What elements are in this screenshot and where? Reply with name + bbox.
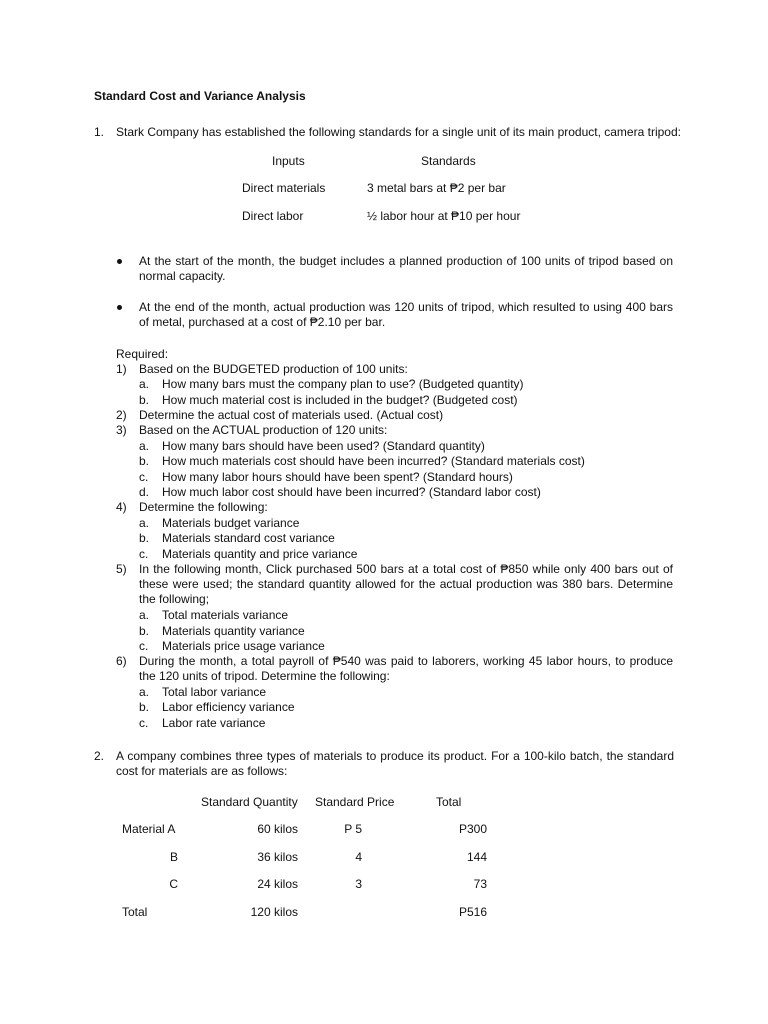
subitem-letter: b. [139, 454, 150, 468]
table-cell-qty: 24 kilos [257, 877, 298, 891]
subitem-text: How many labor hours should have been spent? (Standard hours) [162, 470, 513, 484]
table-header-inputs: Inputs [272, 154, 305, 168]
item-text: Based on the ACTUAL production of 120 units: [139, 423, 388, 437]
bullet-text: At the start of the month, the budget includes a planned production of 100 units of tripod based on normal capacity. [139, 254, 673, 283]
subitem-letter: c. [139, 547, 149, 561]
item-number: 1) [116, 362, 127, 376]
table-row-label: B [169, 850, 178, 864]
page-title: Standard Cost and Variance Analysis [94, 89, 306, 103]
question-intro: Stark Company has established the following standards for a single unit of its main product, camera tripod: [116, 125, 681, 139]
subitem-text: How much material cost is included in the budget? (Budgeted cost) [162, 393, 518, 407]
bullet-text: At the end of the month, actual production was 120 units of tripod, which resulted to using 400 bars of metal, purchased at a cost of ₱2.10 per bar. [139, 300, 673, 329]
table-cell-total: 144 [466, 850, 487, 864]
subitem-letter: a. [139, 439, 150, 453]
item-number: 6) [116, 654, 127, 668]
subitem-letter: a. [139, 685, 150, 699]
subitem-text: Materials standard cost variance [162, 531, 335, 545]
table-row-label: Material A [122, 822, 176, 836]
subitem-text: Materials quantity and price variance [162, 547, 358, 561]
subitem-text: How many bars must the company plan to use? (Budgeted quantity) [162, 377, 524, 391]
table-cell-total: P516 [458, 905, 487, 919]
table-cell-total: 73 [473, 877, 487, 891]
table-row-label: C [169, 877, 178, 891]
item-number: 3) [116, 423, 127, 437]
subitem-text: Total materials variance [162, 608, 289, 622]
bullet-icon [117, 259, 122, 264]
subitem-letter: c. [139, 639, 149, 653]
table-cell-qty: 120 kilos [250, 905, 298, 919]
table-cell-total: P300 [458, 822, 487, 836]
subitem-letter: b. [139, 700, 150, 714]
table-header-total: Total [436, 795, 462, 809]
subitem-letter: b. [139, 531, 150, 545]
subitem-text: Materials budget variance [162, 516, 300, 530]
item-text: Determine the actual cost of materials used. (Actual cost) [139, 408, 444, 422]
subitem-text: Labor rate variance [162, 716, 266, 730]
subitem-text: How much materials cost should have been incurred? (Standard materials cost) [162, 454, 585, 468]
subitem-text: Labor efficiency variance [162, 700, 295, 714]
subitem-letter: d. [139, 485, 150, 499]
table-cell-standard: 3 metal bars at ₱2 per bar [367, 181, 506, 195]
subitem-letter: a. [139, 516, 150, 530]
table-cell-price: P 5 [344, 822, 362, 836]
subitem-letter: c. [139, 470, 149, 484]
table-cell-price: 4 [355, 850, 362, 864]
subitem-text: Total labor variance [162, 685, 267, 699]
subitem-letter: a. [139, 608, 150, 622]
item-text: Based on the BUDGETED production of 100 units: [139, 362, 408, 376]
table-cell-qty: 60 kilos [257, 822, 298, 836]
item-number: 4) [116, 500, 127, 514]
item-number: 2) [116, 408, 127, 422]
table-cell-input: Direct labor [242, 209, 304, 223]
question-number: 2. [94, 749, 105, 763]
table-header-quantity: Standard Quantity [201, 795, 298, 809]
item-text: During the month, a total payroll of ₱540 was paid to laborers, working 45 labor hours, to produce the 120 units of tripod. Determine the following: [139, 654, 673, 683]
table-header-standards: Standards [421, 154, 476, 168]
table-row-label: Total [122, 905, 148, 919]
question-number: 1. [94, 125, 105, 139]
table-cell-standard: ½ labor hour at ₱10 per hour [367, 209, 521, 223]
subitem-letter: b. [139, 624, 150, 638]
subitem-text: How much labor cost should have been incurred? (Standard labor cost) [162, 485, 541, 499]
question-intro: A company combines three types of materials to produce its product. For a 100-kilo batch, the standard cost for materials are as follows: [116, 749, 674, 778]
item-text: Determine the following: [139, 500, 268, 514]
subitem-text: How many bars should have been used? (Standard quantity) [162, 439, 485, 453]
bullet-icon [117, 305, 122, 310]
subitem-letter: b. [139, 393, 150, 407]
subitem-letter: a. [139, 377, 150, 391]
item-text: In the following month, Click purchased 500 bars at a total cost of ₱850 while only 400 bars out of these were used; the standard quantity allowed for the actual production was 380 bars. Determine the following; [139, 562, 673, 606]
subitem-text: Materials price usage variance [162, 639, 325, 653]
table-header-price: Standard Price [315, 795, 395, 809]
table-cell-price: 3 [355, 877, 362, 891]
subitem-text: Materials quantity variance [162, 624, 305, 638]
table-cell-input: Direct materials [242, 181, 326, 195]
item-number: 5) [116, 562, 127, 576]
table-cell-qty: 36 kilos [257, 850, 298, 864]
subitem-letter: c. [139, 716, 149, 730]
required-label: Required: [116, 347, 169, 361]
